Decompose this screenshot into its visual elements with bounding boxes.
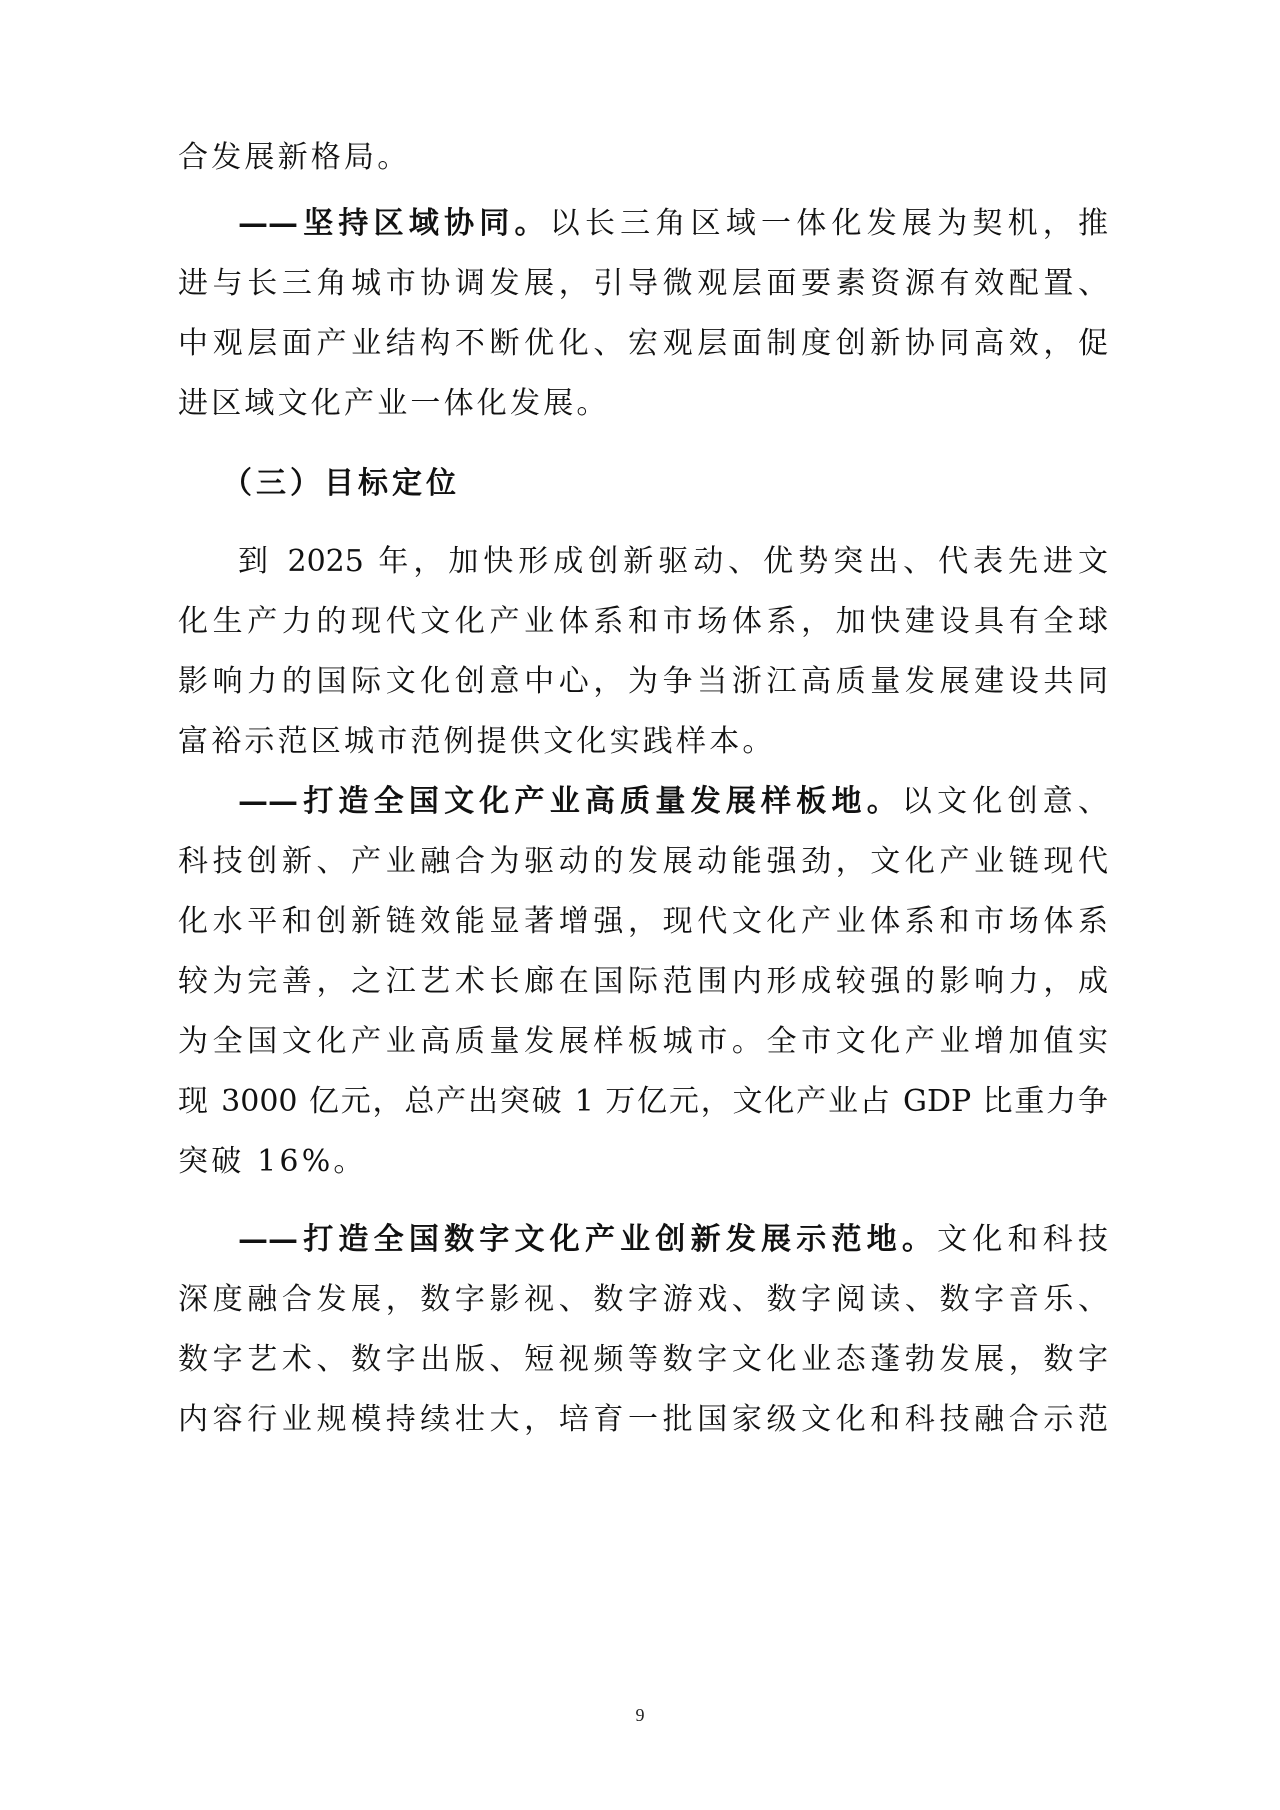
text-line: 突破 16%。 [178,1144,367,1179]
bold-lead: ——坚持区域协同。 [238,206,550,241]
text-line: 富裕示范区城市范例提供文化实践样本。 [178,724,776,759]
text-line: 深度融合发展，数字影视、数字游戏、数字阅读、数字音乐、 [178,1282,1108,1317]
text-line: 合发展新格局。 [178,140,411,175]
section-heading: （三）目标定位 [222,466,460,501]
text-line: 化生产力的现代文化产业体系和市场体系，加快建设具有全球 [178,604,1108,639]
text-line: 数字艺术、数字出版、短视频等数字文化业态蓬勃发展，数字 [178,1342,1108,1377]
text-line: 中观层面产业结构不断优化、宏观层面制度创新协同高效，促 [178,326,1108,361]
text-span: 以文化创意、 [901,784,1109,819]
text-line: 进与长三角城市协调发展，引导微观层面要素资源有效配置、 [178,266,1108,301]
text-line: 化水平和创新链效能显著增强，现代文化产业体系和市场体系 [178,904,1108,939]
text-line [178,196,1108,252]
text-line: 进区域文化产业一体化发展。 [178,386,610,421]
text-line: 较为完善，之江艺术长廊在国际范围内形成较强的影响力，成 [178,964,1108,999]
text-line: 内容行业规模持续壮大，培育一批国家级文化和科技融合示范 [178,1402,1108,1437]
bold-lead: ——打造全国文化产业高质量发展样板地。 [238,784,902,819]
bold-lead: ——打造全国数字文化产业创新发展示范地。 [238,1222,938,1257]
text-line: 为全国文化产业高质量发展样板城市。全市文化产业增加值实 [178,1024,1108,1059]
text-line: 到 2025 年，加快形成创新驱动、优势突出、代表先进文 [238,544,1108,579]
text-line [178,1212,1108,1268]
text-line: 现 3000 亿元，总产出突破 1 万亿元，文化产业占 GDP 比重力争 [178,1084,1108,1119]
text-line: 影响力的国际文化创意中心，为争当浙江高质量发展建设共同 [178,664,1108,699]
text-span: 以长三角区域一体化发展为契机，推 [549,206,1109,241]
text-line: 科技创新、产业融合为驱动的发展动能强劲，文化产业链现代 [178,844,1108,879]
text-line [178,774,1108,830]
page-number: 9 [635,1705,645,1725]
text-span: 文化和科技 [937,1222,1109,1257]
